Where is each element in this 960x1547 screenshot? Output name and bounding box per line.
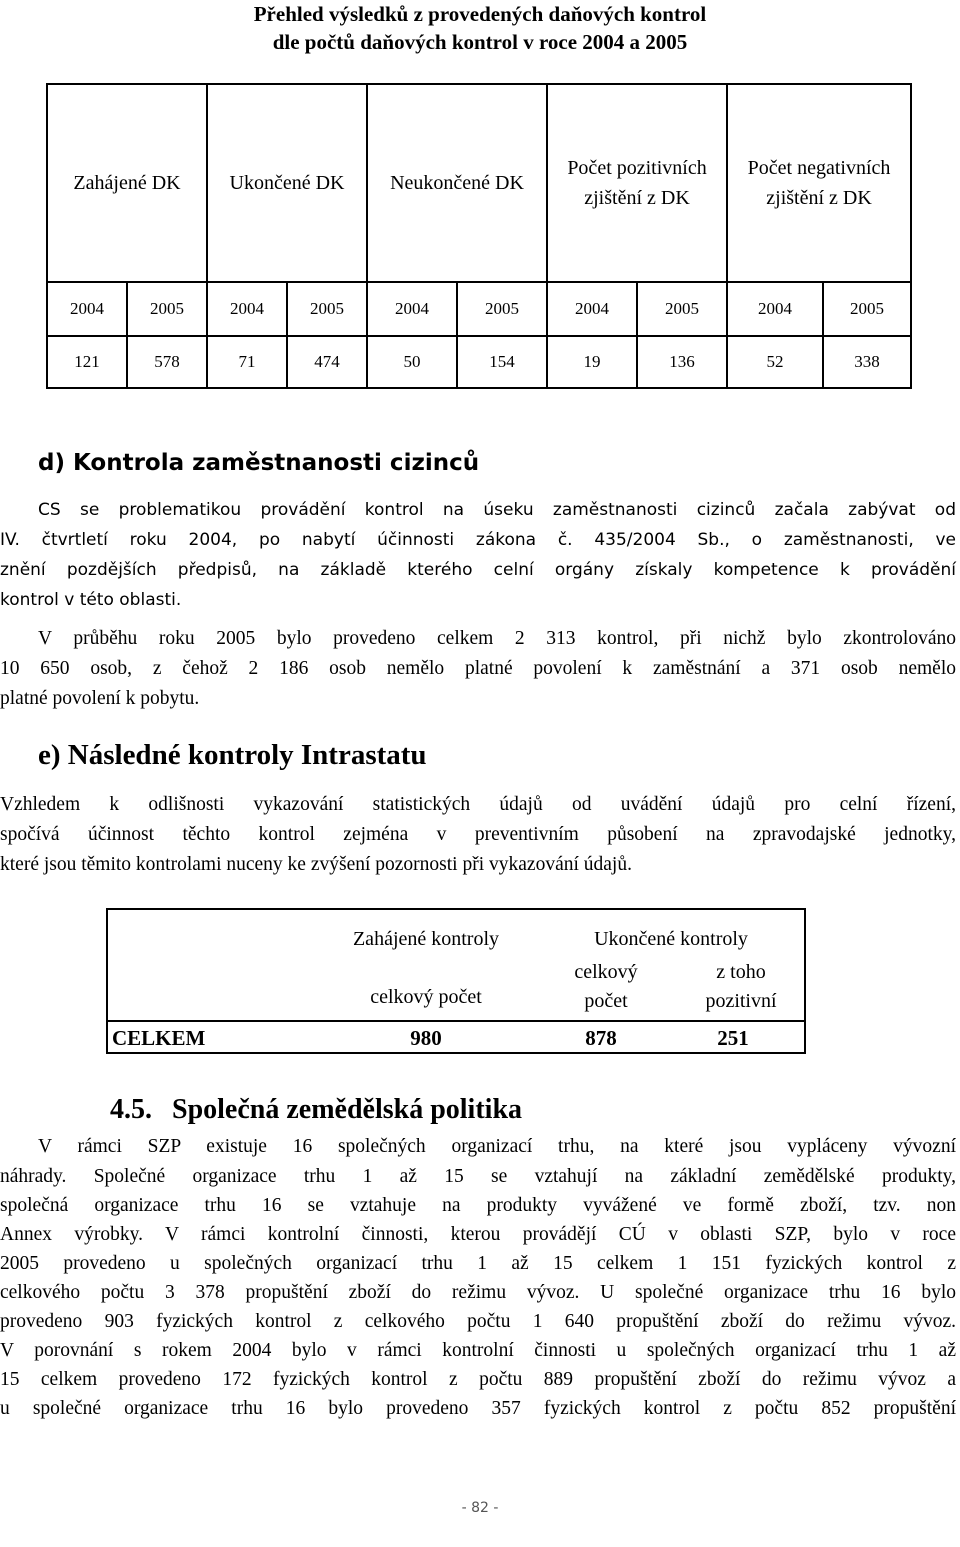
table-rule	[106, 908, 108, 1054]
section-45-heading: Společná zemědělská politika	[172, 1094, 523, 1125]
col-sub-finished-total	[546, 958, 666, 1016]
table-rule	[106, 1052, 806, 1054]
tax-controls-table	[46, 83, 912, 389]
year-cell: 2004	[727, 282, 823, 336]
section-d-line: 10 650 osob, z čehož 2 186 osob nemělo platné povolení k zaměstnání a 371 osob nemělo	[0, 658, 956, 679]
table-year-row	[47, 282, 911, 336]
header-text: Neukončené DK	[390, 172, 524, 194]
section-d-line: platné povolení k pobytu.	[0, 688, 200, 709]
page-number: - 82 -	[461, 1500, 499, 1516]
section-d-line: V průběhu roku 2005 bylo provedeno celkem 2 313 kontrol, při nichž bylo zkontrolováno	[38, 628, 956, 649]
page-title-line-2: dle počtů daňových kontrol v roce 2004 a 2005	[272, 30, 688, 54]
year-cell: 2004	[207, 282, 287, 336]
year-cell: 2005	[457, 282, 547, 336]
col-sub-finished-positive	[676, 958, 806, 1016]
col-sub-text: pozitivní	[705, 990, 777, 1012]
table-rule	[106, 908, 806, 910]
value-cell: 136	[637, 336, 727, 388]
year-cell: 2004	[367, 282, 457, 336]
header-cell	[367, 84, 547, 282]
section-45-line: 2005 provedeno u společných organizací trhu 1 až 15 celkem 1 151 fyzických kontrol z	[0, 1253, 956, 1274]
section-d-heading: d) Kontrola zaměstnanosti cizinců	[38, 450, 480, 476]
value-cell: 338	[823, 336, 911, 388]
header-cell	[727, 84, 911, 282]
col-sub-started-total: celkový počet	[370, 986, 482, 1008]
table-value-row	[47, 336, 911, 388]
section-e-line: Vzhledem k odlišnosti vykazování statistických údajů od uvádění údajů pro celní řízení,	[0, 794, 956, 815]
intrastat-table	[106, 908, 806, 1054]
year-cell: 2005	[637, 282, 727, 336]
value-cell: 578	[127, 336, 207, 388]
section-45-line: provedeno 903 fyzických kontrol z celkového počtu 1 640 propuštění zboží do režimu vývoz.	[0, 1311, 956, 1332]
header-text: Počet negativních zjištění z DK	[747, 157, 891, 209]
col-header-finished: Ukončené kontroly	[594, 928, 748, 950]
value-cell: 19	[547, 336, 637, 388]
year-cell: 2005	[287, 282, 367, 336]
section-45-line: u společné organizace trhu 16 bylo provedeno 357 fyzických kontrol z počtu 852 propuštění	[0, 1398, 956, 1419]
page-title-line-1: Přehled výsledků z provedených daňových kontrol	[253, 2, 707, 26]
row-label-total: CELKEM	[112, 1026, 206, 1050]
value-cell: 154	[457, 336, 547, 388]
year-cell: 2004	[47, 282, 127, 336]
value-cell: 121	[47, 336, 127, 388]
value-cell: 52	[727, 336, 823, 388]
section-45-line: náhrady. Společné organizace trhu 1 až 15 se vztahují na základní zemědělské produkty,	[0, 1166, 956, 1187]
value-finished: 878	[585, 1026, 617, 1050]
col-sub-text: z toho	[716, 961, 766, 983]
section-45-line: Annex výrobky. V rámci kontrolní činnosti, kterou provádějí CÚ v oblasti SZP, bylo v roce	[0, 1224, 956, 1245]
section-e-heading: e) Následné kontroly Intrastatu	[38, 739, 427, 771]
section-45-line: celkového počtu 3 378 propuštění zboží do režimu vývoz. U společné organizace trhu 16 bylo	[0, 1282, 956, 1303]
value-cell: 50	[367, 336, 457, 388]
col-sub-text: počet	[584, 990, 628, 1012]
header-cell	[547, 84, 727, 282]
col-sub-text: celkový	[574, 961, 638, 983]
section-d-line: kontrol v této oblasti.	[0, 590, 182, 610]
year-cell: 2004	[547, 282, 637, 336]
header-cell: Ukončené DK	[207, 84, 367, 282]
section-d-line: CS se problematikou provádění kontrol na úseku zaměstnanosti cizinců začala zabývat od	[38, 500, 956, 520]
value-started: 980	[410, 1026, 442, 1050]
section-d-line: znění pozdějších předpisů, na základě kterého celní orgány získaly kompetence k provádění	[0, 560, 956, 580]
value-cell: 71	[207, 336, 287, 388]
header-cell: Zahájené DK	[47, 84, 207, 282]
section-e-line: spočívá účinnost těchto kontrol zejména v preventivním působení na zpravodajské jednotky,	[0, 824, 956, 845]
section-e-line: které jsou těmito kontrolami nuceny ke zvýšení pozornosti při vykazování údajů.	[0, 854, 632, 875]
header-text: Počet pozitivních zjištění z DK	[567, 157, 707, 209]
year-cell: 2005	[823, 282, 911, 336]
section-45-line: společná organizace trhu 16 se vztahuje na produkty vyvážené ve formě zboží, tzv. non	[0, 1195, 956, 1216]
section-d-line: IV. čtvrtletí roku 2004, po nabytí účinnosti zákona č. 435/2004 Sb., o zaměstnanosti, ve	[0, 530, 956, 550]
section-45-line: V porovnání s rokem 2004 bylo v rámci kontrolní činnosti u společných organizací trhu 1 až	[0, 1340, 956, 1361]
table-rule	[106, 1020, 806, 1022]
section-45-number: 4.5.	[110, 1094, 152, 1125]
section-45-line: V rámci SZP existuje 16 společných organizací trhu, na které jsou vypláceny vývozní	[38, 1136, 956, 1157]
value-cell: 474	[287, 336, 367, 388]
table-header-row	[47, 84, 911, 282]
section-45-line: 15 celkem provedeno 172 fyzických kontrol z počtu 889 propuštění zboží do režimu vývoz a	[0, 1369, 956, 1390]
value-positive: 251	[717, 1026, 749, 1050]
col-header-started: Zahájené kontroly	[352, 928, 500, 950]
year-cell: 2005	[127, 282, 207, 336]
